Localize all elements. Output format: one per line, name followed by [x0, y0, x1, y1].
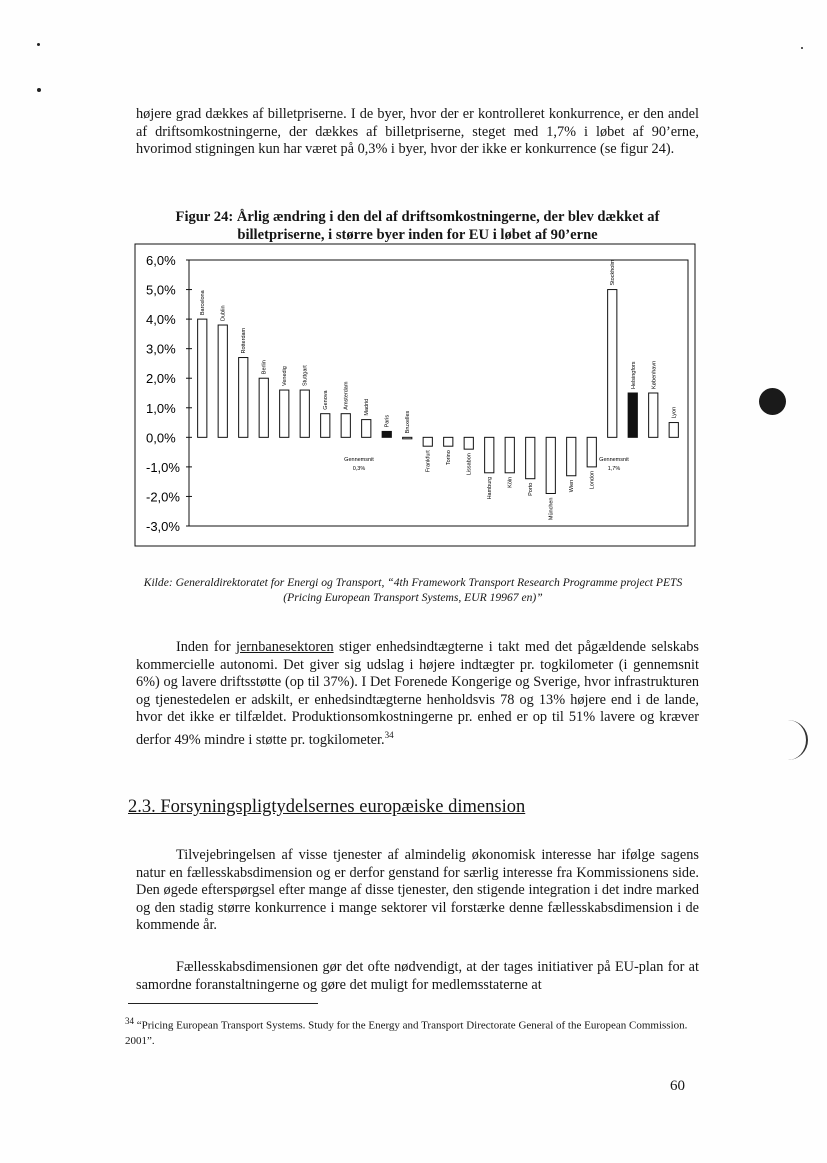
x-category-label: Stockholm [610, 259, 617, 286]
y-tick-label: 5,0% [146, 282, 176, 298]
bar [423, 437, 432, 446]
y-tick-label: -2,0% [146, 489, 180, 505]
bar [300, 390, 309, 437]
average-value: 1,7% [607, 466, 621, 472]
x-category-label: Amsterdam [343, 381, 350, 410]
bar [382, 431, 391, 437]
figure-source: Kilde: Generaldirektoratet for Energi og Transport, “4th Framework Transport Research Programme project PETS (Pricing European Transport Systems, EUR 19967 en)” [143, 576, 683, 604]
scan-speck [37, 43, 40, 46]
bar [546, 437, 555, 493]
x-category-label: Bruxelles [405, 410, 412, 434]
x-category-label: London [589, 470, 596, 490]
bar [362, 420, 371, 438]
jernbanesektoren-link[interactable]: jernbanesektoren [235, 639, 334, 655]
x-category-label: Paris [384, 414, 391, 428]
paragraph: højere grad dækkes af billetpriserne. I de byer, hvor der er kontrolleret konkurrence, er den andel af driftsomkostningerne, der dækkes af billetpriserne, steget med 1,7% i løbet af 90’erne, hvorimod stigningen kun har været på 0,3% i byer, hvor der ikke er konkurrence (se figur 24). [136, 106, 699, 158]
bar [526, 437, 535, 478]
x-category-label: Porto [528, 482, 535, 496]
paragraph [136, 639, 699, 749]
bar [280, 390, 289, 437]
x-category-label: Genova [323, 390, 330, 410]
x-category-label: Lyon [671, 406, 678, 419]
bar [669, 423, 678, 438]
binder-hole-mark [759, 388, 786, 415]
bar [505, 437, 514, 472]
average-value: 0,3% [352, 466, 366, 472]
bar [444, 437, 453, 446]
y-tick-label: -1,0% [146, 459, 180, 475]
x-category-label: Helsingfors [630, 361, 637, 389]
x-category-label: Venedig [282, 366, 289, 387]
bar [649, 393, 658, 437]
bar [485, 437, 494, 472]
average-label: Gennemsnit [599, 457, 629, 463]
x-category-label: København [651, 360, 658, 389]
y-tick-label: -3,0% [146, 519, 180, 534]
y-tick-label: 4,0% [146, 312, 176, 328]
bar-chart [134, 243, 696, 547]
x-category-label: Berlin [261, 360, 268, 375]
footnote-number: 34 [125, 1016, 134, 1026]
paragraph-text: Inden for [176, 639, 236, 655]
paragraph-text: stiger enhedsindtægterne i takt med det pågældende selskabs kommercielle autonomi. Det giver sig udslag i højere indtægter pr. togkilometer (i gennemsnit 6%) og lavere driftsstøtte (op til 37%). I Det Forenede Kongerige og Sverige, hvor infrastrukturen og tjenestedelen er adskilt, er enhedsindtægterne henholdsvis 78 og 13% højere end i de lande, hvor det ikke er tilfældet. Produktionsomkostningerne pr. enhed er op til 51% lavere og kræver derfor 49% mindre i støtte pr. togkilometer. [136, 639, 699, 748]
y-tick-label: 3,0% [146, 341, 176, 357]
bar [628, 393, 637, 437]
scan-mark [786, 720, 808, 760]
x-category-label: Dublin [220, 305, 227, 322]
bar [341, 414, 350, 438]
figure-caption: Figur 24: Årlig ændring i den del af driftsomkostningerne, der blev dækket af billetpriserne, i større byer inden for EU i løbet af 90’erne [175, 209, 660, 243]
footnote-reference: 34 [384, 729, 394, 740]
bar [403, 437, 412, 439]
x-category-label: München [548, 497, 555, 521]
y-tick-label: 1,0% [146, 400, 176, 416]
bar [321, 414, 330, 438]
x-category-label: Frankfurt [425, 450, 432, 473]
x-category-label: Wien [569, 479, 576, 493]
page-number: 60 [670, 1078, 685, 1094]
bar [198, 319, 207, 437]
x-category-label: Madrid [364, 398, 371, 416]
x-category-label: Torino [446, 450, 453, 466]
bar [464, 437, 473, 449]
bar [259, 378, 268, 437]
x-category-label: Rotterdam [241, 327, 248, 354]
bar [567, 437, 576, 475]
bar [218, 325, 227, 437]
y-tick-label: 0,0% [146, 430, 176, 446]
footnote-divider [128, 1003, 318, 1004]
section-heading: 2.3. Forsyningspligtydelsernes europæiske dimension [128, 797, 526, 817]
footnote-text: “Pricing European Transport Systems. Study for the Energy and Transport Directorate General of the European Commission. 2001”. [125, 1019, 688, 1047]
x-category-label: Köln [507, 476, 514, 488]
y-tick-label: 6,0% [146, 253, 176, 268]
y-tick-label: 2,0% [146, 371, 176, 387]
bar [587, 437, 596, 467]
average-label: Gennemsnit [344, 457, 374, 463]
x-category-label: Stuttgart [302, 365, 309, 387]
x-category-label: Barcelona [200, 290, 207, 316]
x-category-label: Lissabon [466, 453, 473, 476]
paragraph: Tilvejebringelsen af visse tjenester af almindelig økonomisk interesse har ifølge sagens natur en fællesskabsdimension og er derfor genstand for særlig interesse fra Kommissionens side. Den øgede efterspørgsel efter mange af disse tjenester, den stigende integration i det indre marked og den stadig større konkurrence i mange sektorer vil forstærke denne fællesskabsdimension i de kommende år. [136, 847, 699, 934]
bar [239, 358, 248, 438]
paragraph: Fællesskabsdimensionen gør det ofte nødvendigt, at der tages initiativer på EU-plan for at samordne foranstaltningerne og gøre det muligt for medlemsstaterne at [136, 959, 699, 993]
x-category-label: Hamburg [487, 476, 494, 500]
bar [608, 290, 617, 438]
scan-speck [801, 47, 803, 49]
footnote [125, 1014, 700, 1049]
scan-speck [37, 88, 41, 92]
